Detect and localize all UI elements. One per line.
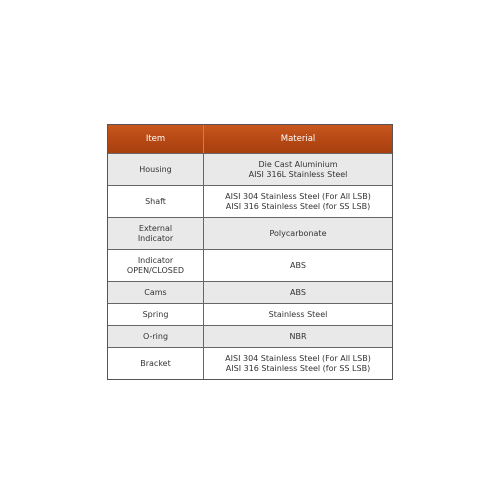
item-text: Cams (144, 287, 167, 297)
item-cell (108, 282, 204, 303)
item-text: Indicator (137, 233, 174, 243)
material-cell (204, 250, 392, 281)
item-text: Indicator (137, 255, 174, 265)
table-row (108, 281, 392, 303)
table-row (108, 347, 392, 379)
material-text: AISI 316 Stainless Steel (for SS LSB) (225, 201, 371, 211)
material-text: ABS (290, 260, 306, 270)
item-text: External (138, 223, 173, 233)
table-row (108, 303, 392, 325)
table-header (108, 125, 392, 153)
material-text: AISI 316L Stainless Steel (248, 169, 348, 179)
item-cell (108, 304, 204, 325)
material-text: NBR (289, 331, 307, 341)
table-row (108, 153, 392, 185)
material-text: Stainless Steel (268, 309, 328, 319)
item-text: O-ring (142, 331, 169, 341)
table-row (108, 185, 392, 217)
item-cell (108, 154, 204, 185)
material-text: Polycarbonate (269, 228, 327, 238)
material-text: AISI 304 Stainless Steel (For All LSB) (225, 191, 371, 201)
item-cell (108, 326, 204, 347)
table-row (108, 249, 392, 281)
header-item: Item (108, 125, 204, 153)
item-text: Bracket (140, 358, 171, 368)
material-cell (204, 326, 392, 347)
item-cell (108, 186, 204, 217)
table-row (108, 217, 392, 249)
item-text: Shaft (145, 196, 166, 206)
material-text: AISI 316 Stainless Steel (for SS LSB) (225, 363, 371, 373)
material-cell (204, 282, 392, 303)
material-cell (204, 218, 392, 249)
item-text: Spring (142, 309, 169, 319)
material-cell (204, 154, 392, 185)
item-cell (108, 218, 204, 249)
item-cell (108, 348, 204, 379)
material-text: Die Cast Aluminium (258, 159, 338, 169)
material-text: AISI 304 Stainless Steel (For All LSB) (225, 353, 371, 363)
item-cell (108, 250, 204, 281)
material-cell (204, 348, 392, 379)
material-table (107, 124, 393, 380)
table-row (108, 325, 392, 347)
item-text: Housing (139, 164, 172, 174)
header-material: Material (280, 134, 316, 144)
material-cell (204, 186, 392, 217)
item-text: OPEN/CLOSED (126, 265, 185, 275)
material-cell (204, 304, 392, 325)
material-text: ABS (290, 287, 306, 297)
